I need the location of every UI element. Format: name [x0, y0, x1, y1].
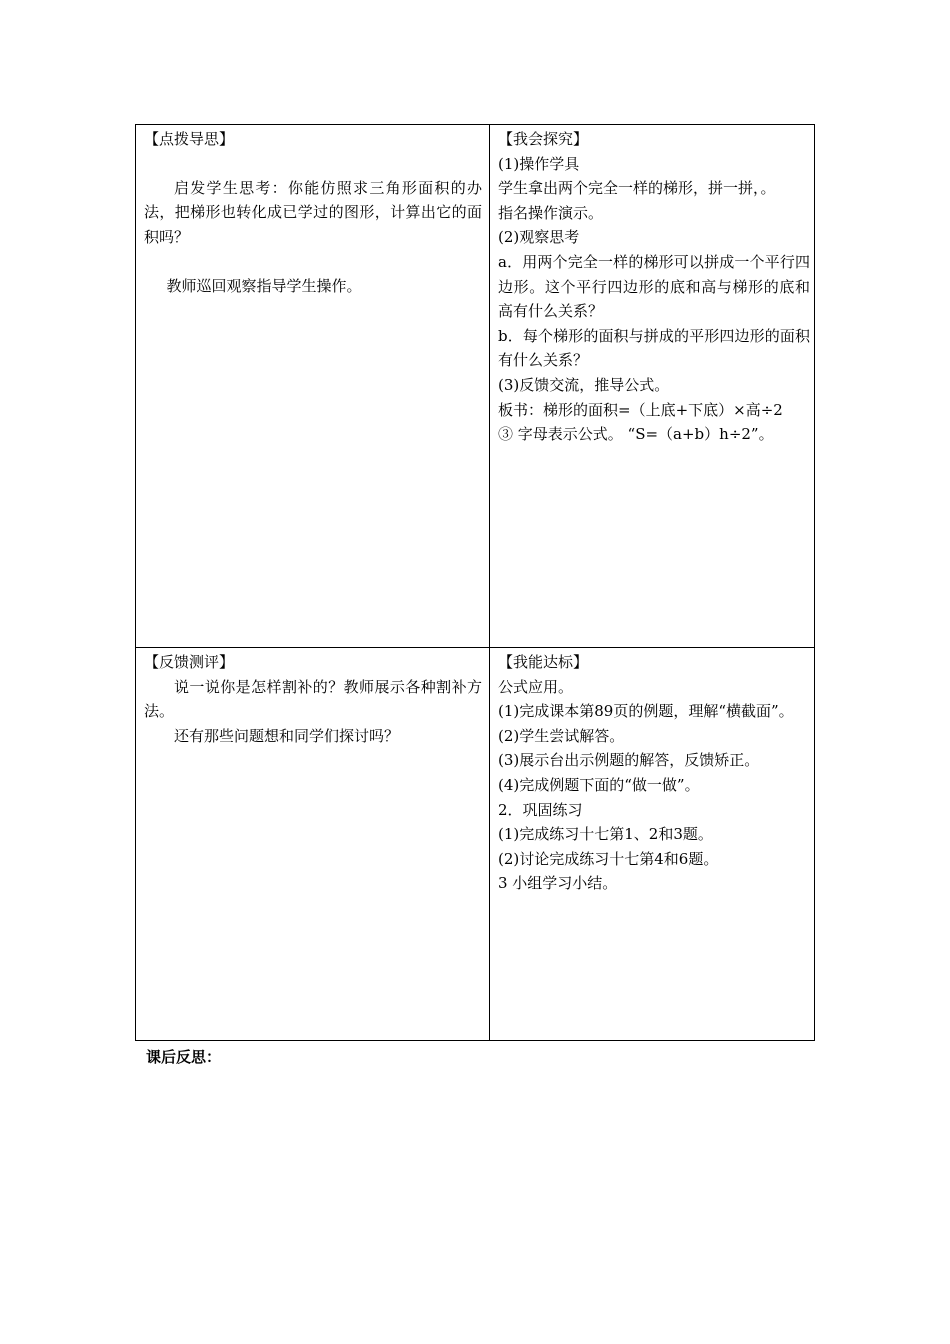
section-header-explore: 【我会探究】 [498, 130, 589, 148]
section-header-guide: 【点拨导思】 [144, 130, 235, 148]
section-header-feedback: 【反馈测评】 [144, 653, 235, 671]
section-header-standard: 【我能达标】 [498, 653, 589, 671]
explore-line: (1)操作学具 [498, 154, 580, 173]
cell-feedback [144, 650, 482, 748]
feedback-paragraph-2: 还有那些问题想和同学们探讨吗？ [174, 726, 400, 745]
explore-line: 学生拿出两个完全一样的梯形，拼一拼，。 [498, 179, 776, 198]
standard-line: (1)完成练习十七第1、2和3题。 [498, 825, 713, 844]
table-row-divider [136, 647, 814, 648]
guide-paragraph-1: 启发学生思考：你能仿照求三角形面积的办法，把梯形也转化成已学过的图形，计算出它的面积吗？ [144, 178, 482, 246]
explore-line: ③ 字母表示公式。 “S=（a+b）h÷2”。 [498, 425, 774, 444]
table-column-divider [489, 125, 490, 1040]
explore-line: b．每个梯形的面积与拼成的平形四边形的面积有什么关系？ [498, 326, 810, 370]
feedback-paragraph-1: 说一说你是怎样割补的？教师展示各种割补方法。 [144, 677, 482, 721]
explore-line: 指名操作演示。 [498, 203, 604, 222]
standard-line: (1)完成课本第89页的例题，理解“横截面”。 [498, 702, 794, 721]
explore-line: 板书：梯形的面积=（上底+下底）×高÷2 [498, 400, 783, 419]
cell-standard [498, 650, 810, 896]
cell-guide [144, 127, 482, 299]
standard-line: (3)展示台出示例题的解答，反馈矫正。 [498, 751, 760, 770]
standard-line: (2)学生尝试解答。 [498, 726, 625, 745]
cell-explore [498, 127, 810, 447]
explore-line: (2)观察思考 [498, 228, 580, 247]
lesson-table [135, 124, 815, 1041]
standard-line: 3 小组学习小结。 [498, 874, 618, 893]
guide-paragraph-2: 教师巡回观察指导学生操作。 [166, 277, 362, 296]
standard-line: 2．巩固练习 [498, 800, 583, 819]
explore-line: (3)反馈交流，推导公式。 [498, 375, 670, 394]
reflection-label: 课后反思： [146, 1048, 222, 1066]
standard-line: (4)完成例题下面的“做一做”。 [498, 775, 700, 794]
standard-line: 公式应用。 [498, 677, 574, 696]
explore-line: a．用两个完全一样的梯形可以拼成一个平行四边形。这个平行四边形的底和高与梯形的底和高有什么关系？ [498, 252, 810, 321]
standard-line: (2)讨论完成练习十七第4和6题。 [498, 849, 719, 868]
